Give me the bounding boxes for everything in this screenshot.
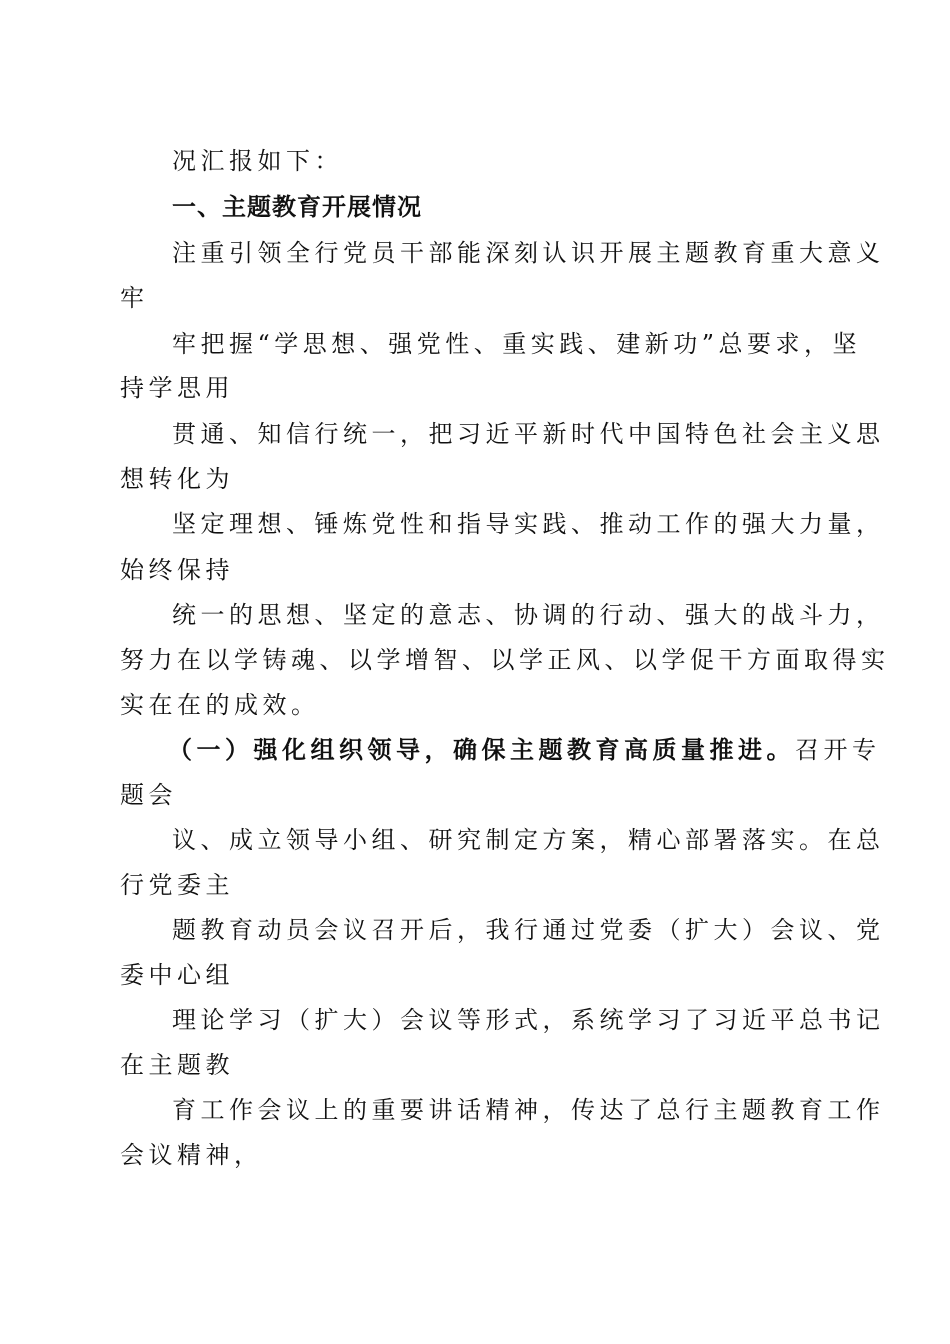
text-line: 行党委主	[120, 871, 234, 899]
text-line: 在主题教	[120, 1051, 234, 1079]
text-line: 题会	[120, 781, 177, 809]
subsection-text: 召开专	[795, 736, 881, 764]
text-line: 统一的思想、坚定的意志、协调的行动、强大的战斗力，	[172, 601, 885, 629]
text-line: 育工作会议上的重要讲话精神，传达了总行主题教育工作	[172, 1096, 885, 1124]
text-line: 始终保持	[120, 556, 234, 584]
text-line: 会议精神，	[120, 1141, 263, 1169]
text-line: 委中心组	[120, 961, 234, 989]
text-line: 议、成立领导小组、研究制定方案，精心部署落实。在总	[172, 826, 885, 854]
text-line: 牢	[120, 284, 149, 312]
text-line: 题教育动员会议召开后，我行通过党委（扩大）会议、党	[172, 916, 885, 944]
text-line: 况汇报如下：	[172, 147, 343, 175]
section-heading: 一、主题教育开展情况	[172, 193, 422, 221]
text-line: 贯通、知信行统一，把习近平新时代中国特色社会主义思	[172, 420, 885, 448]
text-line: 持学思用	[120, 374, 234, 402]
text-line: 牢把握“学思想、强党性、重实践、建新功”总要求，坚	[172, 330, 862, 358]
text-line: 想转化为	[120, 465, 234, 493]
text-line: 理论学习（扩大）会议等形式，系统学习了习近平总书记	[172, 1006, 885, 1034]
text-line: 努力在以学铸魂、以学增智、以学正风、以学促干方面取得实	[120, 646, 890, 674]
text-line: 实在在的成效。	[120, 691, 320, 719]
text-line: 注重引领全行党员干部能深刻认识开展主题教育重大意义	[172, 239, 885, 267]
subsection-heading: （一）强化组织领导，确保主题教育高质量推进。	[168, 735, 795, 764]
subsection-line	[0, 735, 950, 765]
text-line: 坚定理想、锤炼党性和指导实践、推动工作的强大力量，	[172, 510, 885, 538]
